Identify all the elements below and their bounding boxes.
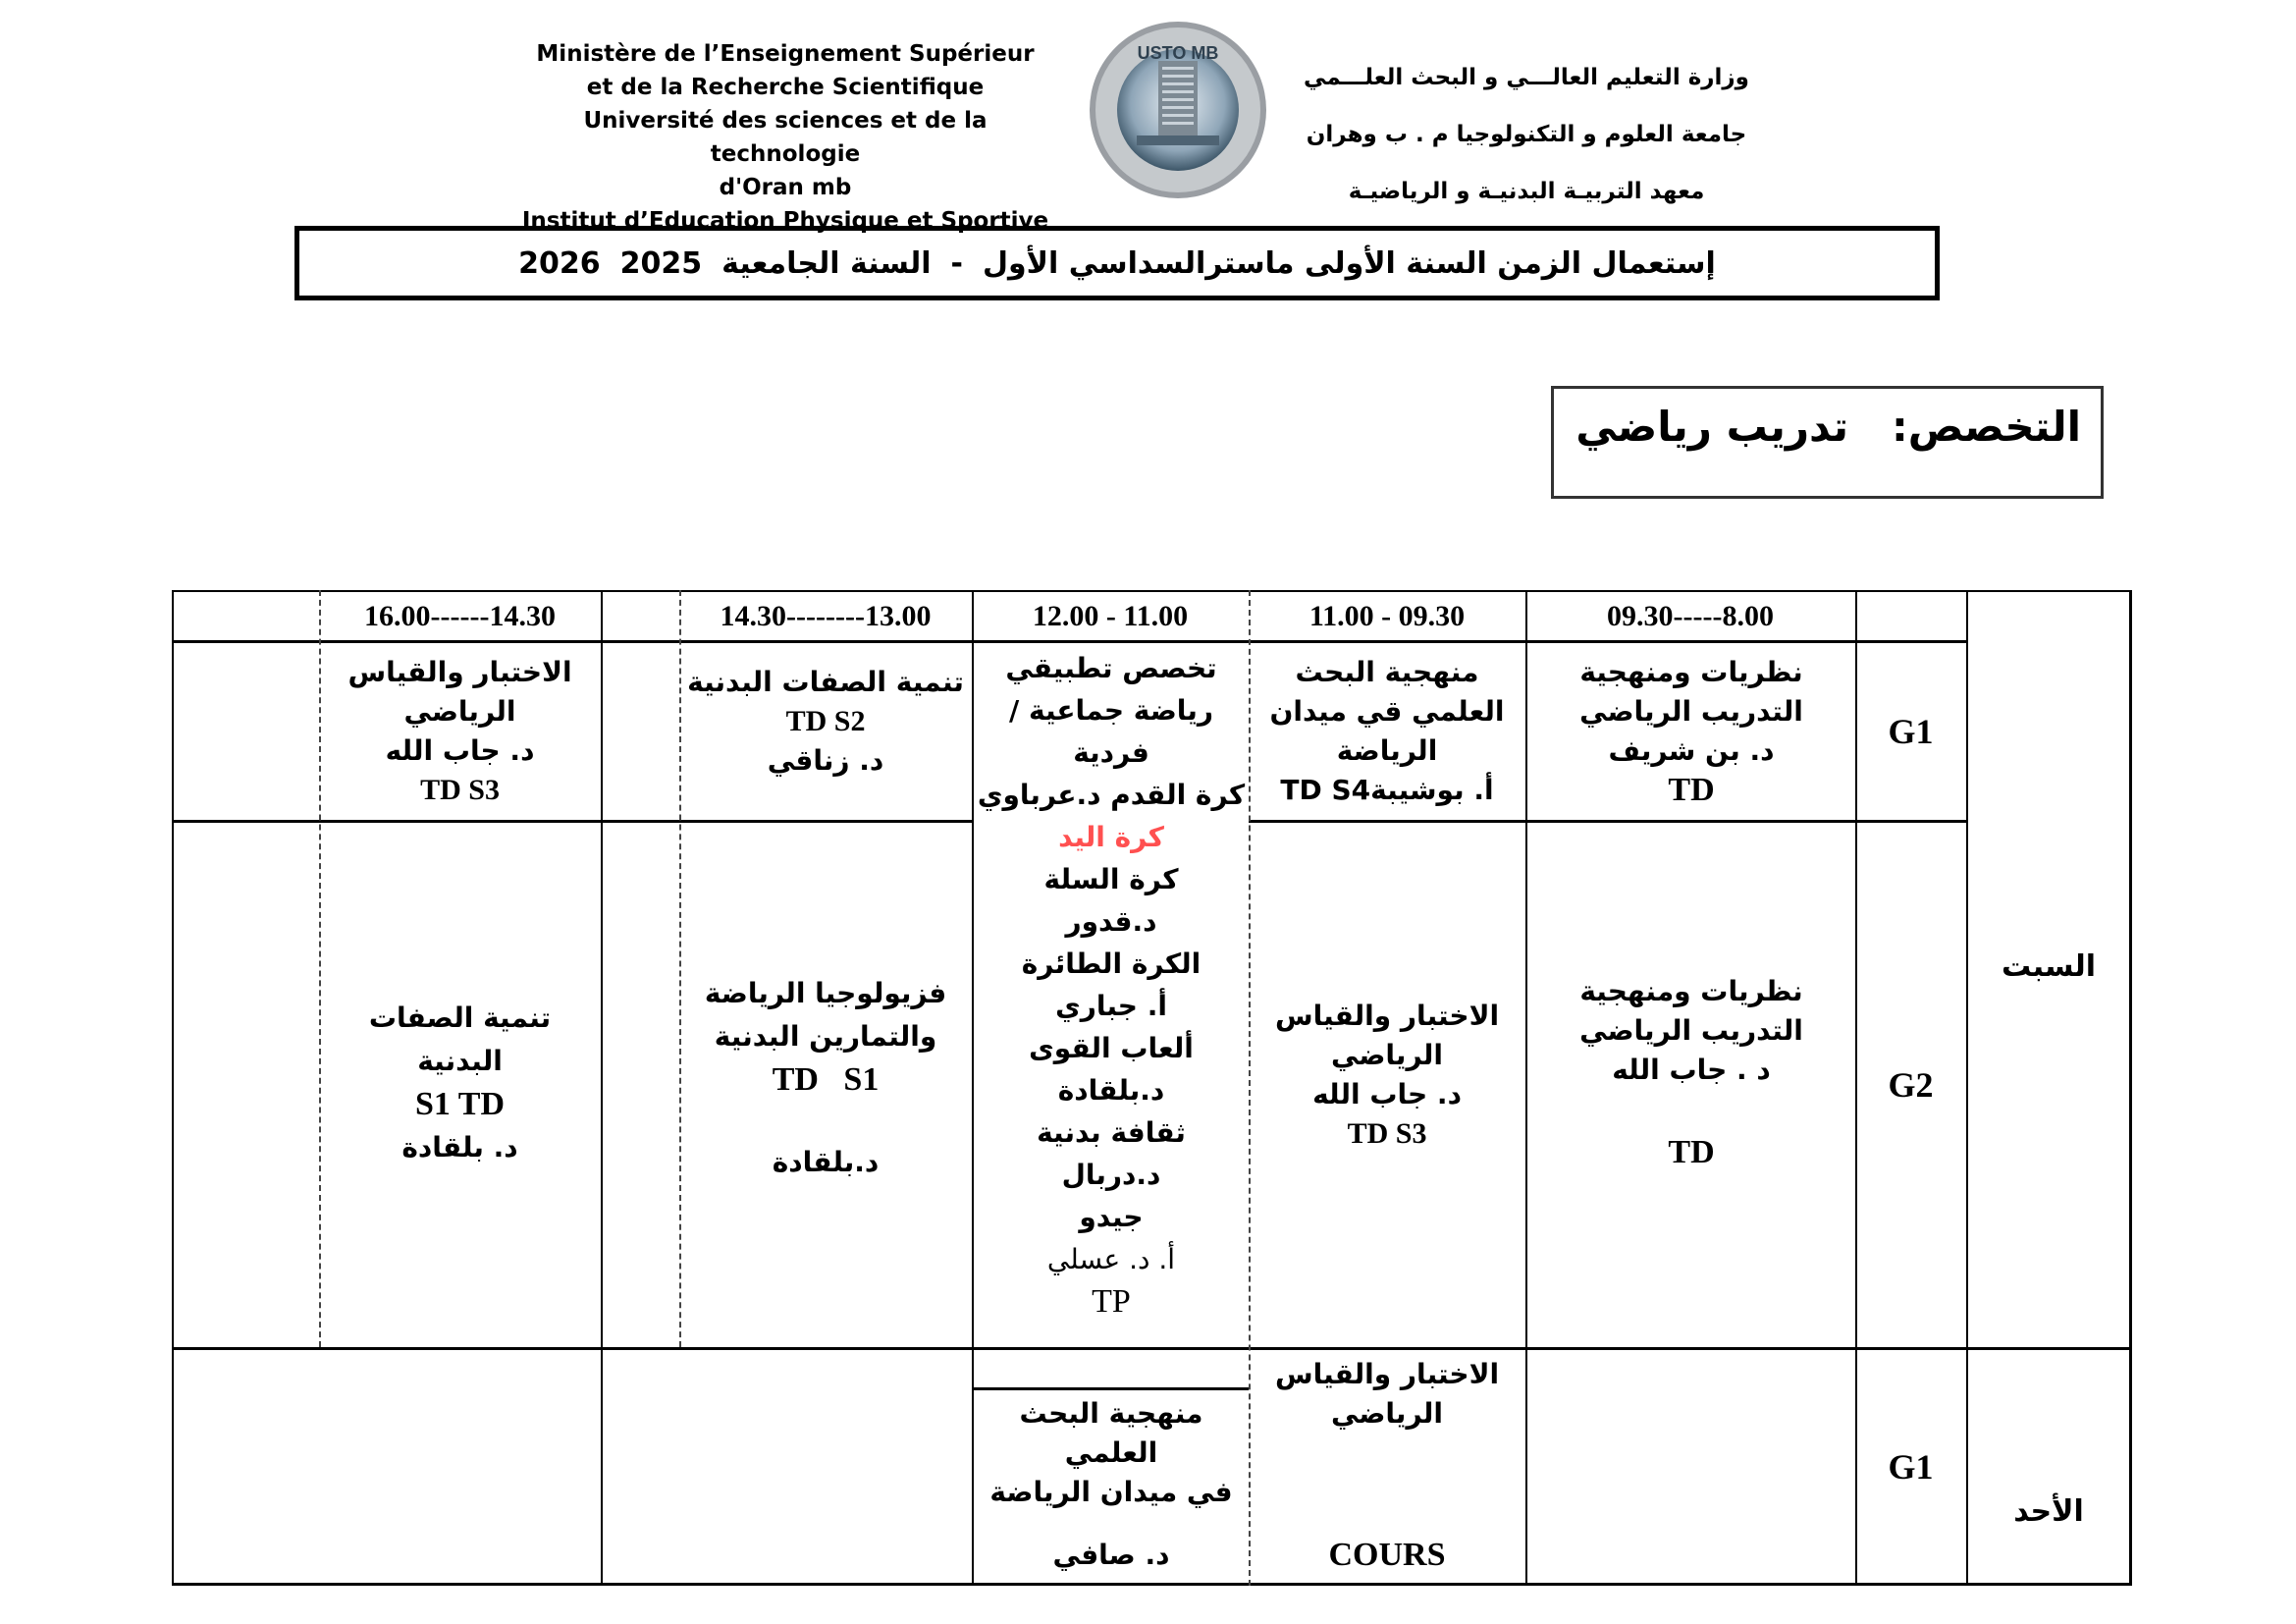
course-name: الرياضي [1331, 1039, 1443, 1071]
session-type: TD [1668, 772, 1715, 808]
header-line: Institut d’Education Physique et Sportive [521, 208, 1049, 234]
course-name: التدريب الرياضي [1579, 695, 1803, 728]
course-name: الرياضي [1331, 1397, 1443, 1430]
course-name: البدنية [417, 1045, 503, 1077]
session-cell [679, 972, 972, 1198]
session-cell [319, 643, 601, 820]
session-cell [1527, 972, 1855, 1208]
session-cell [1249, 997, 1525, 1173]
sport-teacher: كرة القدم د.عرباوي [977, 779, 1246, 811]
header-line: et de la Recherche Scientifique [586, 75, 985, 100]
course-name: فردية [1073, 736, 1149, 769]
session-type: TD S3 [420, 774, 500, 806]
session-cell [974, 1394, 1249, 1581]
group-label: G1 [1888, 712, 1934, 751]
teacher-name: أ. د. عسلي [1046, 1243, 1176, 1275]
course-name: والتمارين البدنية [714, 1020, 937, 1053]
header-line: d'Oran mb [719, 175, 852, 200]
teacher-name: د . جاب الله [1612, 1054, 1771, 1086]
time-slot-header: 16.00------14.30 [364, 600, 556, 632]
specialty-box [1551, 386, 2104, 499]
session-type: S1 TD [414, 1086, 506, 1122]
french-header [510, 37, 1060, 238]
schedule-title [294, 226, 1940, 300]
specialty-value: تدريب رياضي [1575, 403, 1849, 451]
sport-name: كرة السلة [1043, 863, 1179, 895]
course-name: في ميدان الرياضة [989, 1476, 1233, 1508]
university-logo-icon [1088, 20, 1268, 200]
header-line: Ministère de l’Enseignement Supérieur [536, 41, 1035, 67]
teacher-name: د. زناقي [767, 744, 884, 777]
teacher-name: د. جاب الله [385, 734, 535, 767]
session-cell [1249, 643, 1525, 820]
course-name: الاختبار والقياس [347, 656, 572, 688]
session-type: TD S1 [772, 1061, 880, 1098]
course-name: منهجية البحث [1295, 656, 1479, 688]
course-name: نظريات ومنهجية [1579, 975, 1803, 1007]
header-line: معهد التربيـة البدنيـة و الرياضيـة [1348, 179, 1705, 204]
title-separator: - [950, 245, 963, 281]
time-slot-header: 12.00 - 11.00 [1032, 600, 1189, 632]
title-year-end: 2026 [518, 245, 601, 281]
header-line: Université des sciences et de la technologie [583, 108, 988, 167]
session-cell [1527, 643, 1855, 820]
teacher-name: د. بن شريف [1608, 734, 1775, 767]
session-cell [679, 643, 972, 820]
specialty-label: التخصص: [1891, 403, 2081, 451]
course-name: رياضة جماعية / [1009, 694, 1213, 727]
time-slot-header: 11.00 - 09.30 [1308, 600, 1466, 632]
header-line: وزارة التعليم العالـــي و البحث العلـــمي [1304, 65, 1749, 90]
title-main: إستعمال الزمن السنة الأولى ماسترالسداسي الأول [982, 245, 1716, 281]
session-cell [974, 643, 1249, 1347]
course-name: التدريب الرياضي [1579, 1014, 1803, 1047]
session-type: TD [1668, 1134, 1715, 1170]
sport-name: جيدو [1079, 1201, 1144, 1233]
sport-name: ألعاب القوى [1029, 1032, 1194, 1064]
time-slot-header: 14.30--------13.00 [720, 600, 932, 632]
course-name: فزيولوجيا الرياضة [704, 977, 947, 1009]
arabic-header [1296, 49, 1757, 220]
course-name: تنمية الصفات [368, 1001, 552, 1034]
course-name: تنمية الصفات البدنية [687, 666, 964, 698]
highlighted-sport: كرة اليد [1058, 821, 1164, 853]
teacher-name: د. بلقادة [401, 1131, 518, 1164]
course-name: الرياضي [403, 695, 516, 728]
course-name: الاختبار والقياس [1274, 1000, 1500, 1032]
day-sunday: الأحد [2013, 1494, 2084, 1529]
teacher-name: د.بلقادة [1057, 1074, 1165, 1107]
logo-text: USTO MB [1137, 43, 1219, 63]
course-name: منهجية البحث العلمي [1019, 1397, 1203, 1469]
group-label: G1 [1888, 1446, 1934, 1487]
teacher-name: أ. جباري [1055, 990, 1167, 1022]
course-name: العلمي قي ميدان [1269, 695, 1505, 728]
session-type: TD S2 [785, 705, 866, 737]
session-type: TP [1092, 1283, 1131, 1320]
title-year-label: السنة الجامعية [721, 245, 932, 281]
teacher-name: أ. بوشيبةTD S4 [1280, 774, 1494, 806]
teacher-name: د. جاب الله [1312, 1078, 1462, 1110]
session-type: COURS [1328, 1537, 1446, 1573]
course-name: نظريات ومنهجية [1579, 656, 1803, 688]
teacher-name: د.دربال [1061, 1159, 1161, 1191]
sport-name: الكرة الطائرة [1021, 947, 1201, 980]
session-cell [319, 997, 601, 1173]
teacher-name: د.بلقادة [772, 1146, 880, 1178]
group-label: G2 [1888, 1065, 1934, 1105]
session-type: TD S3 [1347, 1117, 1427, 1150]
course-name: الرياضة [1336, 734, 1438, 767]
sport-name: ثقافة بدنية [1037, 1116, 1186, 1149]
teacher-name: د. صافي [1052, 1539, 1170, 1571]
title-year-start: 2025 [619, 245, 703, 281]
time-slot-header: 09.30-----8.00 [1607, 600, 1774, 632]
session-cell [1249, 1355, 1525, 1581]
day-saturday: السبت [2001, 949, 2097, 984]
course-name: الاختبار والقياس [1274, 1358, 1500, 1390]
header-line: جامعة العلوم و التكنولوجيا م . ب وهران [1306, 122, 1747, 147]
teacher-name: د.قدور [1065, 905, 1157, 938]
course-name: تخصص تطبيقي [1005, 652, 1217, 684]
